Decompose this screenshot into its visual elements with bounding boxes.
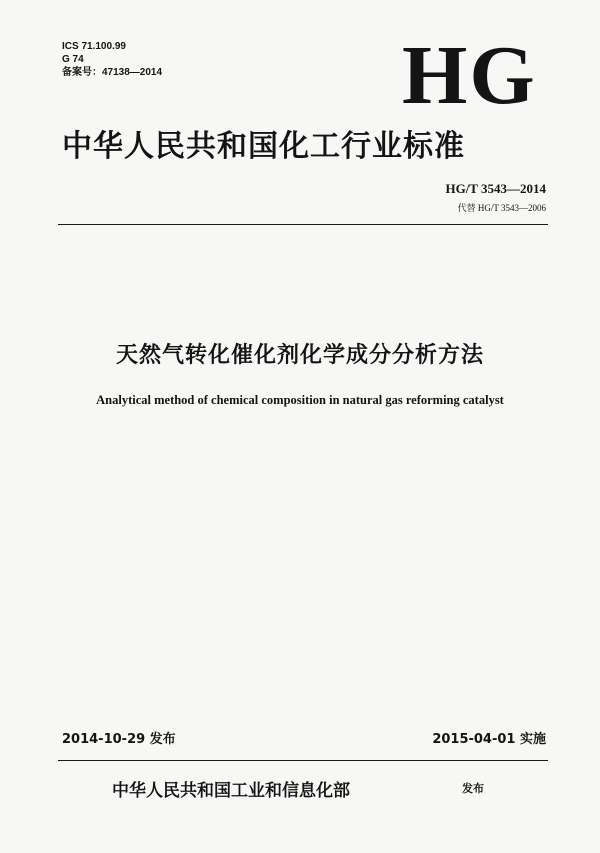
- record-number: 备案号：47138—2014: [62, 67, 163, 78]
- publish-date: 2014-10-29 发布: [62, 732, 176, 747]
- hg-logo: HG: [402, 29, 537, 122]
- classification-block: [62, 40, 162, 79]
- top-divider: [58, 224, 548, 225]
- ccs-code: G 74: [62, 54, 84, 65]
- ics-code: ICS 71.100.99: [62, 41, 126, 52]
- bottom-divider: [58, 760, 548, 761]
- issuer-suffix: 发布: [462, 782, 484, 795]
- document-title-english: Analytical method of chemical composition in natural gas reforming catalyst: [96, 393, 504, 407]
- standard-category-title: 中华人民共和国化工行业标准: [62, 129, 465, 164]
- document-title-chinese: 天然气转化催化剂化学成分分析方法: [115, 343, 484, 368]
- standard-code: HG/T 3543—2014: [445, 181, 546, 196]
- implementation-date: 2015-04-01 实施: [432, 732, 546, 747]
- replaces-standard: 代替 HG/T 3543—2006: [457, 203, 546, 213]
- issuing-authority: 中华人民共和国工业和信息化部: [112, 781, 350, 801]
